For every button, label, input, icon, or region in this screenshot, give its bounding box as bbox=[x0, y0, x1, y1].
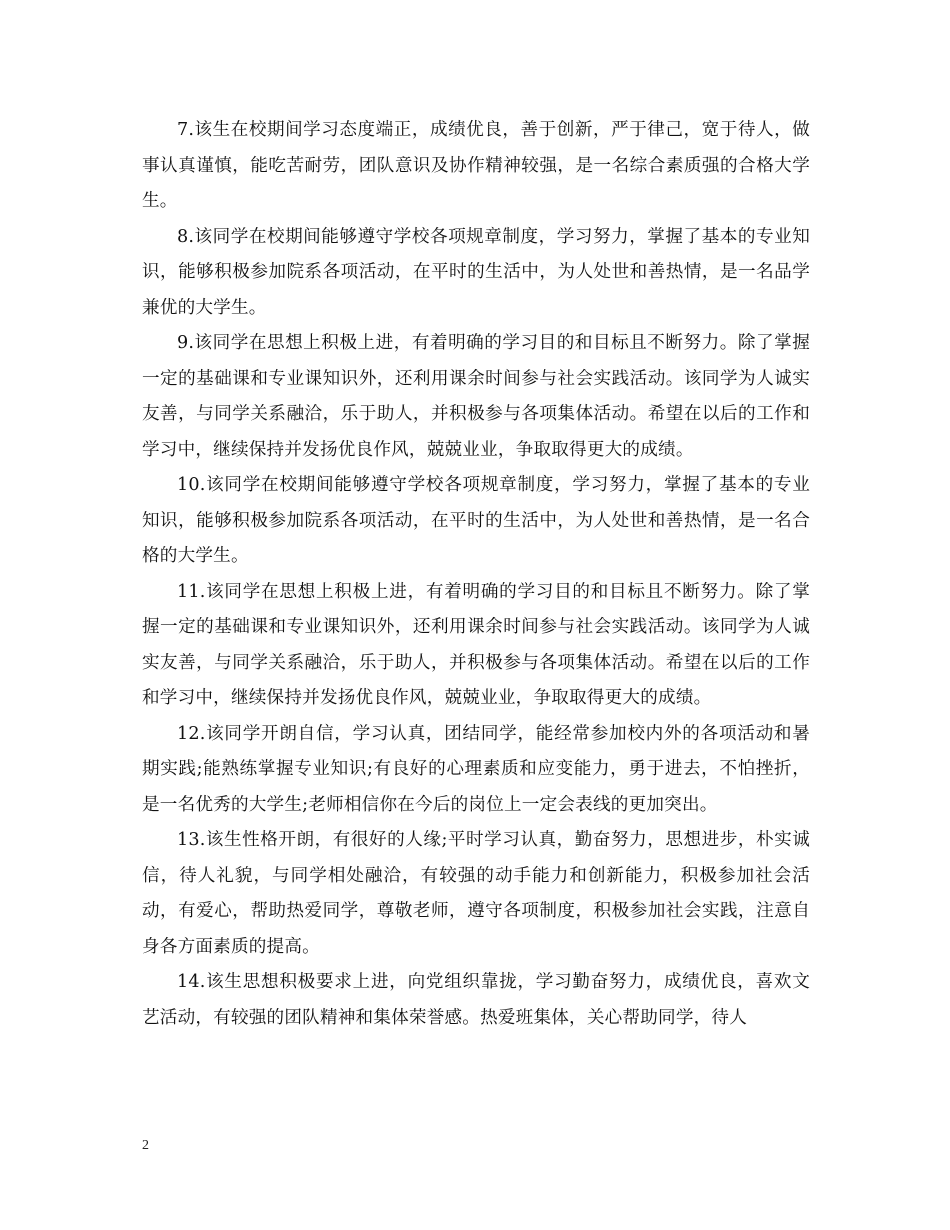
paragraph-12: 12.该同学开朗自信，学习认真，团结同学，能经常参加校内外的各项活动和暑期实践;能熟练掌握专业知识;有良好的心理素质和应变能力，勇于进去，不怕挫折，是一名优秀的大学生;老师相信你在今后的岗位上一定会表线的更加突出。 bbox=[142, 723, 810, 815]
paragraph-7: 7.该生在校期间学习态度端正，成绩优良，善于创新，严于律己，宽于待人，做事认真谨慎，能吃苦耐劳，团队意识及协作精神较强，是一名综合素质强的合格大学生。 bbox=[142, 120, 810, 211]
document-body bbox=[142, 113, 810, 1036]
paragraph-10: 10.该同学在校期间能够遵守学校各项规章制度，学习努力，掌握了基本的专业知识，能够积极参加院系各项活动，在平时的生活中，为人处世和善热情，是一名合格的大学生。 bbox=[142, 475, 810, 566]
paragraph-14: 14.该生思想积极要求上进，向党组织靠拢，学习勤奋努力，成绩优良，喜欢文艺活动，有较强的团队精神和集体荣誉感。热爱班集体，关心帮助同学，待人 bbox=[142, 972, 810, 1028]
page-number: 2 bbox=[142, 1138, 149, 1153]
paragraph-11: 11.该同学在思想上积极上进，有着明确的学习目的和目标且不断努力。除了掌握一定的基础课和专业课知识外，还利用课余时间参与社会实践活动。该同学为人诚实友善，与同学关系融洽，乐于助人，并积极参与各项集体活动。希望在以后的工作和学习中，继续保持并发扬优良作风，兢兢业业，争取取得更大的成绩。 bbox=[142, 581, 810, 708]
paragraph-8: 8.该同学在校期间能够遵守学校各项规章制度，学习努力，掌握了基本的专业知识，能够积极参加院系各项活动，在平时的生活中，为人处世和善热情，是一名品学兼优的大学生。 bbox=[142, 226, 810, 318]
paragraph-13: 13.该生性格开朗，有很好的人缘;平时学习认真，勤奋努力，思想进步，朴实诚信，待人礼貌，与同学相处融洽，有较强的动手能力和创新能力，积极参加社会活动，有爱心，帮助热爱同学，尊敬老师，遵守各项制度，积极参加社会实践，注意自身各方面素质的提高。 bbox=[142, 830, 810, 957]
paragraph-9: 9.该同学在思想上积极上进，有着明确的学习目的和目标且不断努力。除了掌握一定的基础课和专业课知识外，还利用课余时间参与社会实践活动。该同学为人诚实友善，与同学关系融洽，乐于助人，并积极参与各项集体活动。希望在以后的工作和学习中，继续保持并发扬优良作风，兢兢业业，争取取得更大的成绩。 bbox=[142, 333, 810, 460]
